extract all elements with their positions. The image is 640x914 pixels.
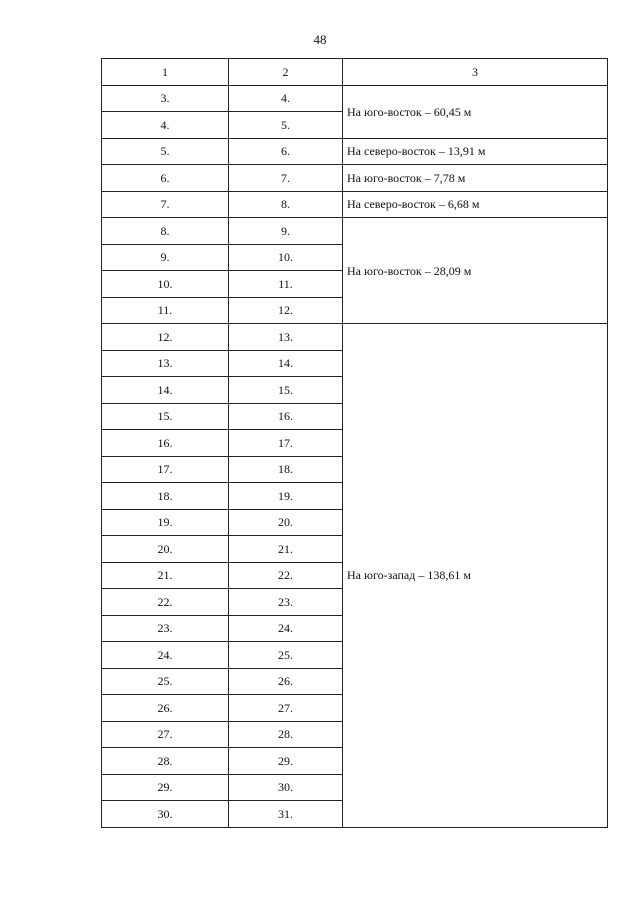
point-from-cell: 28. [102, 748, 229, 775]
table-row [102, 218, 608, 245]
point-from-cell: 14. [102, 377, 229, 404]
point-from-cell: 3. [102, 85, 229, 112]
point-to-cell: 15. [229, 377, 343, 404]
point-to-cell: 17. [229, 430, 343, 457]
point-to-cell: 7. [229, 165, 343, 192]
point-to-cell: 16. [229, 403, 343, 430]
point-to-cell: 30. [229, 774, 343, 801]
point-from-cell: 19. [102, 509, 229, 536]
point-to-cell: 5. [229, 112, 343, 139]
route-table [101, 58, 608, 828]
point-from-cell: 26. [102, 695, 229, 722]
table-row [102, 165, 608, 192]
point-from-cell: 9. [102, 244, 229, 271]
point-from-cell: 11. [102, 297, 229, 324]
direction-distance-cell: На юго-восток – 60,45 м [343, 85, 608, 138]
point-to-cell: 12. [229, 297, 343, 324]
point-to-cell: 18. [229, 456, 343, 483]
point-to-cell: 10. [229, 244, 343, 271]
point-to-cell: 23. [229, 589, 343, 616]
point-to-cell: 25. [229, 642, 343, 669]
point-from-cell: 20. [102, 536, 229, 563]
point-to-cell: 31. [229, 801, 343, 828]
table-row [102, 191, 608, 218]
point-to-cell: 8. [229, 191, 343, 218]
direction-distance-cell: На юго-восток – 7,78 м [343, 165, 608, 192]
point-from-cell: 17. [102, 456, 229, 483]
point-from-cell: 29. [102, 774, 229, 801]
point-to-cell: 9. [229, 218, 343, 245]
point-from-cell: 5. [102, 138, 229, 165]
direction-distance-cell: На северо-восток – 13,91 м [343, 138, 608, 165]
point-from-cell: 22. [102, 589, 229, 616]
point-from-cell: 15. [102, 403, 229, 430]
direction-distance-cell: На северо-восток – 6,68 м [343, 191, 608, 218]
point-from-cell: 25. [102, 668, 229, 695]
point-to-cell: 24. [229, 615, 343, 642]
point-from-cell: 24. [102, 642, 229, 669]
point-to-cell: 29. [229, 748, 343, 775]
point-to-cell: 4. [229, 85, 343, 112]
point-from-cell: 7. [102, 191, 229, 218]
point-from-cell: 10. [102, 271, 229, 298]
point-from-cell: 8. [102, 218, 229, 245]
direction-distance-cell: На юго-восток – 28,09 м [343, 218, 608, 324]
point-from-cell: 21. [102, 562, 229, 589]
point-to-cell: 21. [229, 536, 343, 563]
point-to-cell: 28. [229, 721, 343, 748]
point-to-cell: 20. [229, 509, 343, 536]
point-to-cell: 26. [229, 668, 343, 695]
direction-distance-cell: На юго-запад – 138,61 м [343, 324, 608, 828]
table-row [102, 138, 608, 165]
point-from-cell: 27. [102, 721, 229, 748]
point-from-cell: 12. [102, 324, 229, 351]
header-cell-3: 3 [343, 59, 608, 86]
point-to-cell: 22. [229, 562, 343, 589]
header-cell-2: 2 [229, 59, 343, 86]
table-row [102, 85, 608, 112]
point-to-cell: 6. [229, 138, 343, 165]
point-from-cell: 6. [102, 165, 229, 192]
point-from-cell: 16. [102, 430, 229, 457]
point-from-cell: 23. [102, 615, 229, 642]
route-table-body [102, 59, 608, 828]
point-to-cell: 13. [229, 324, 343, 351]
table-header-row [102, 59, 608, 86]
point-from-cell: 4. [102, 112, 229, 139]
point-to-cell: 14. [229, 350, 343, 377]
point-from-cell: 13. [102, 350, 229, 377]
table-row [102, 324, 608, 351]
page-number: 48 [313, 32, 327, 47]
point-to-cell: 19. [229, 483, 343, 510]
point-to-cell: 11. [229, 271, 343, 298]
header-cell-1: 1 [102, 59, 229, 86]
point-to-cell: 27. [229, 695, 343, 722]
point-from-cell: 18. [102, 483, 229, 510]
point-from-cell: 30. [102, 801, 229, 828]
